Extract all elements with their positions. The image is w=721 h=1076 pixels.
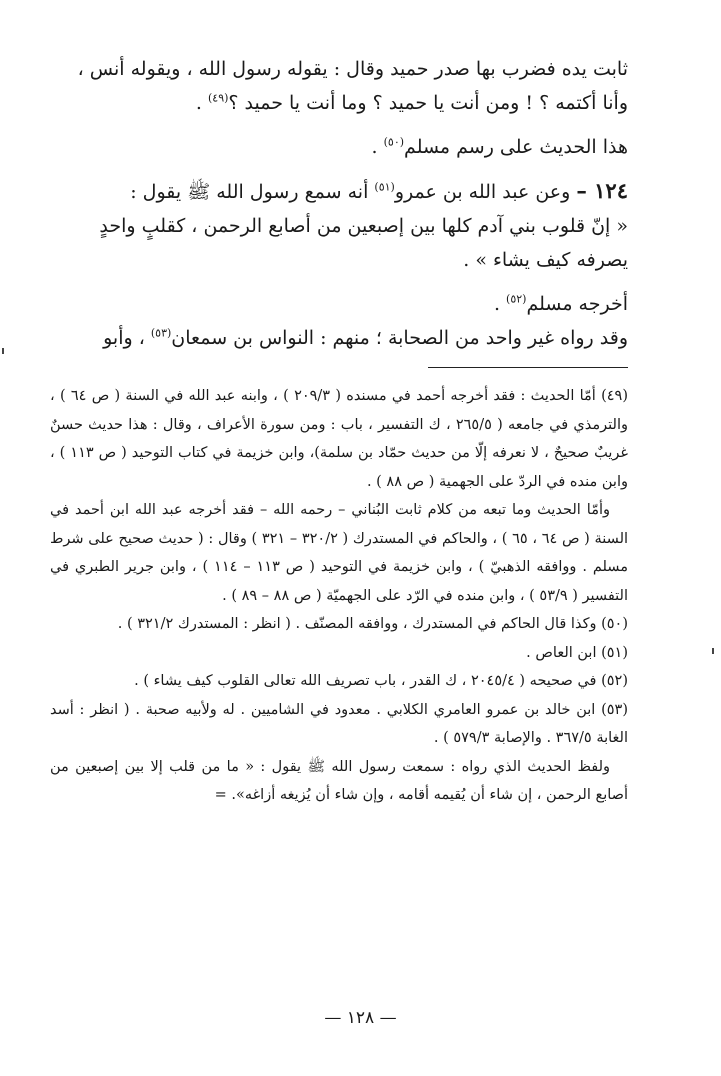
hadith-124-opening: ١٢٤ – وعن عبد الله بن عمرو$^{(٥١)}$ أنه سمع رسول الله ﷺ يقول : (130, 178, 628, 203)
footnote-50: (٥٠) وكذا قال الحاكم في المستدرك ، ووافقه المصنّف . ( انظر : المستدرك ٣٢١/٢ ) . (117, 616, 628, 632)
hadith-text-line-1: « إنّ قلوب بني آدم كلها بين إصبعين من أصابع الرحمن ، كقلبٍ واحدٍ (99, 215, 628, 237)
footnote-51: (٥١) ابن العاص . (526, 644, 628, 661)
page-content (50, 52, 628, 810)
main-line-1: ثابت يده فضرب بها صدر حميد وقال : يقوله رسول الله ، ويقوله أنس ، (77, 58, 628, 80)
scan-edge-mark (712, 648, 714, 654)
main-text (50, 52, 628, 355)
footnote-separator (428, 367, 628, 368)
hadith-number: ١٢٤ – (576, 178, 628, 203)
footnote-53-continued: ولفظ الحديث الذي رواه : سمعت رسول الله ﷺ يقول : « ما من قلب إلا بين إصبعين من أصابع الرحمن ، إن شاء أن يُقيمه أقامه ، وإن شاء أن يُزيغه أزاغه». = (50, 758, 628, 803)
footnote-ref-51: (٥١) (374, 180, 395, 194)
footnotes (50, 382, 628, 810)
footnote-49-continued: وأمّا الحديث وما تبعه من كلام ثابت البُناني – رحمه الله – فقد أخرجه عبد الله ابن أحمد في السنة ( ص ٦٤ ، ٦٥ ) ، والحاكم في المستدرك ( ٣٢٠/٢ – ٣٢١ ) وقال : ( حديث صحيح على شرط مسلم . ووافقه الذهبيّ ) ، وابن خزيمة في التوحيد ( ص ١١٣ – ١١٤ ) ، وابن جرير الطبري في التفسير ( ٥٣/٩ ) ، وابن منده في الرّد على الجهميّة ( ص ٨٨ – ٨٩ ) . (50, 502, 629, 604)
main-line-takhrij: أخرجه مسلم$^{(٥٢)}$ . (493, 292, 628, 315)
scan-edge-mark (2, 348, 4, 354)
footnote-49: (٤٩) أمّا الحديث : فقد أخرجه أحمد في مسنده ( ٢٠٩/٣ ) ، وابنه عبد الله في السنة ( ص ٦٤ ) ، والترمذي في جامعه ( ٢٦٥/٥ ، ك التفسير ، باب : ومن سورة الأعراف ، وقال : هذا حديث حسنٌ غريبٌ صحيحٌ ، لا نعرفه إلّا من حديث حمّاد بن سلمة)، وابن خزيمة في كتاب التوحيد ( ص ١١٣ ) ، وابن منده في الردّ على الجهمية ( ص ٨٨ ) . (50, 388, 629, 490)
footnote-52: (٥٢) في صحيحه ( ٢٠٤٥/٤ ، ك القدر ، باب تصريف الله تعالى القلوب كيف يشاء ) . (134, 673, 628, 689)
page-number: — ١٢٨ — (324, 1008, 397, 1028)
footnote-53: (٥٣) ابن خالد بن عمرو العامري الكلابي . معدود في الشاميين . له ولأبيه صحبة . ( انظر : أسد الغابة ٣٦٧/٥ . والإصابة ٥٧٩/٣ ) . (50, 701, 628, 746)
main-line-last: وقد رواه غير واحد من الصحابة ؛ منهم : النواس بن سمعان$^{(٥٣)}$ ، وأبو (103, 326, 628, 349)
footnote-ref-49: (٤٩) (207, 91, 229, 105)
main-line-3: هذا الحديث على رسم مسلم$^{(٥٠)}$ . (371, 135, 628, 158)
footnote-ref-52: (٥٢) (506, 292, 527, 306)
main-line-2: وأنا أكتمه ؟ ! ومن أنت يا حميد ؟ وما أنت يا حميد ؟$^{(٤٩)}$ . (195, 91, 628, 114)
footnote-ref-53: (٥٣) (150, 326, 172, 340)
footnote-ref-50: (٥٠) (383, 135, 405, 149)
hadith-text-line-2: يصرفه كيف يشاء » . (463, 249, 628, 271)
